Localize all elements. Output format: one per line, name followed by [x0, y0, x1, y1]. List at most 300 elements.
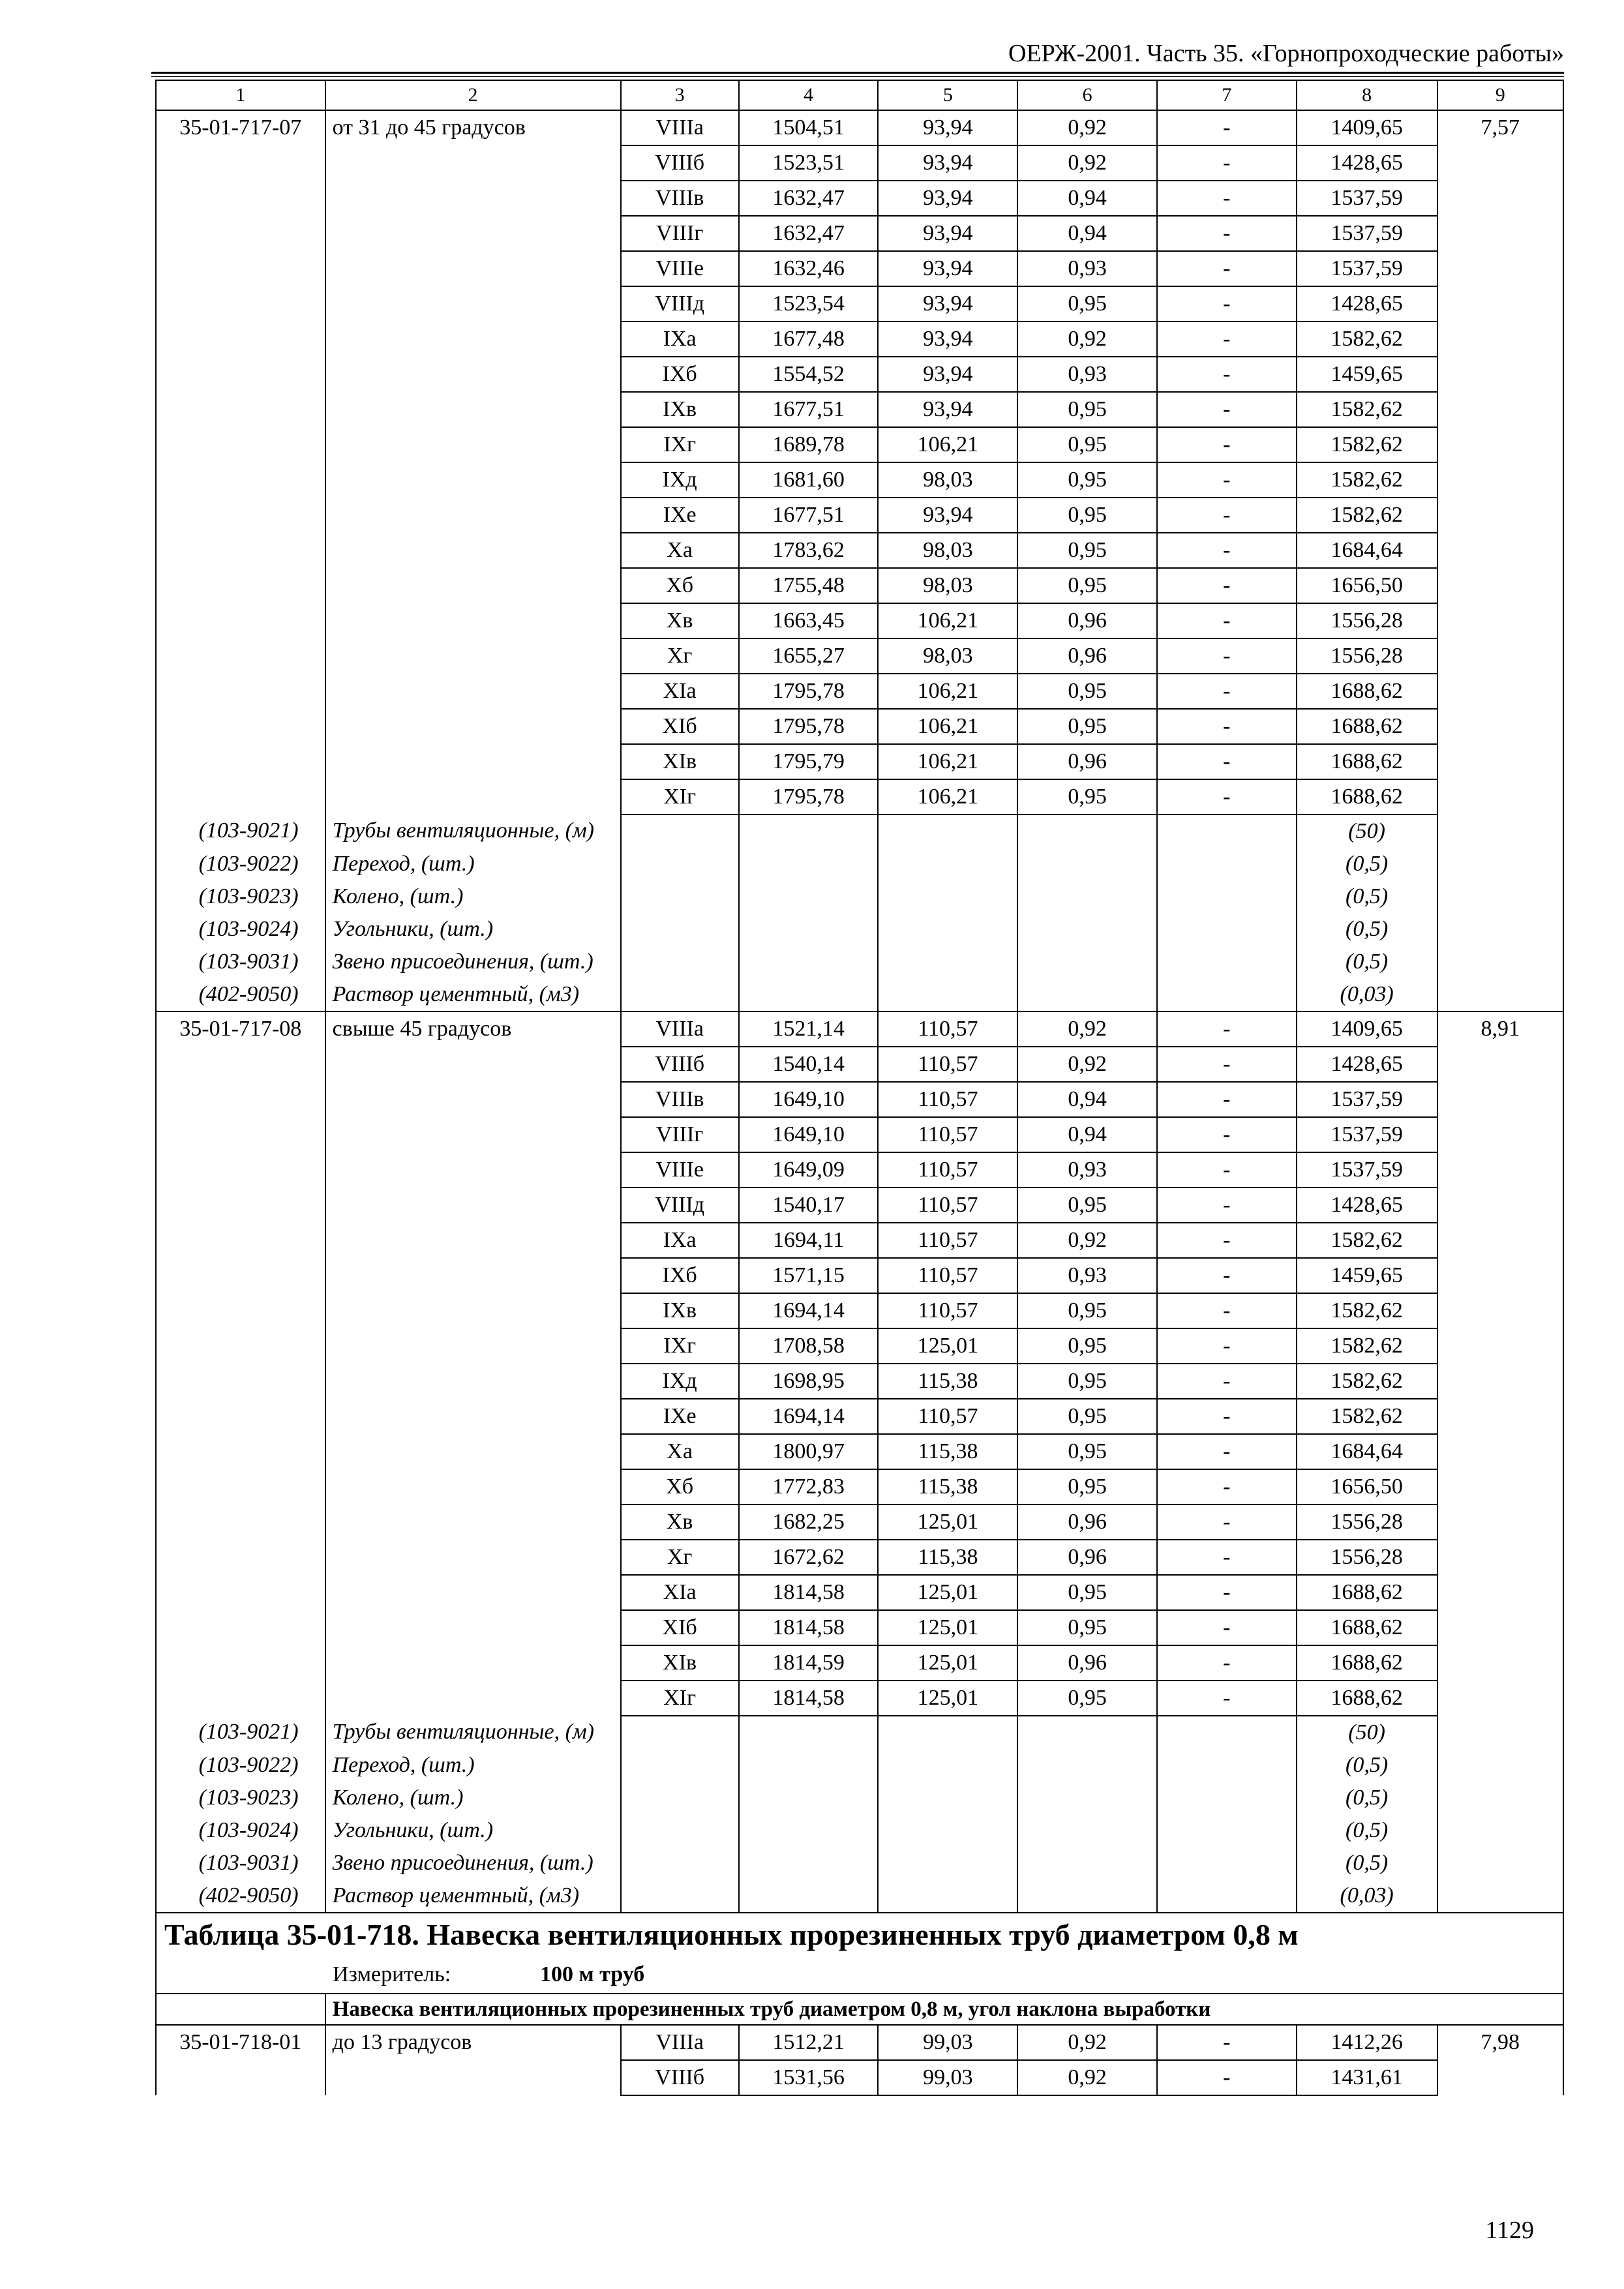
resource-code: (103-9024) [156, 913, 325, 946]
col-8-cell: 1688,62 [1297, 1645, 1437, 1681]
category-cell: IXа [621, 1223, 739, 1258]
empty-cell [1157, 1879, 1297, 1913]
col-7-cell: - [1157, 1575, 1297, 1610]
col-4-cell: 1632,47 [739, 216, 879, 251]
empty-cell [1157, 1749, 1297, 1782]
empty-cell [878, 1749, 1017, 1782]
col-4-cell: 1663,45 [739, 603, 879, 638]
col-5-cell: 93,94 [878, 251, 1017, 286]
resource-row [156, 913, 1563, 946]
col-6-cell: 0,96 [1017, 1645, 1157, 1681]
category-cell: IXе [621, 1399, 739, 1434]
empty-cell [1017, 1879, 1157, 1913]
empty-cell [739, 815, 879, 848]
col-6-cell: 0,93 [1017, 357, 1157, 392]
col-5-cell: 93,94 [878, 181, 1017, 216]
resource-code: (402-9050) [156, 1879, 325, 1913]
category-cell: Xв [621, 603, 739, 638]
col-4-cell: 1677,48 [739, 322, 879, 357]
col-6-cell: 0,93 [1017, 1258, 1157, 1293]
empty-cell [1157, 880, 1297, 913]
col-6-cell: 0,94 [1017, 1117, 1157, 1152]
col-8-cell: 1582,62 [1297, 427, 1437, 462]
col-5-cell: 99,03 [878, 2060, 1017, 2095]
col-6-cell: 0,95 [1017, 462, 1157, 498]
empty-cell [621, 880, 739, 913]
col-4-cell: 1531,56 [739, 2060, 879, 2095]
empty-cell [621, 1749, 739, 1782]
col-4-cell: 1814,58 [739, 1610, 879, 1645]
col-5-cell: 106,21 [878, 779, 1017, 815]
col-4-cell: 1540,17 [739, 1188, 879, 1223]
col-5-cell: 110,57 [878, 1152, 1017, 1188]
resource-name: Трубы вентиляционные, (м) [325, 1716, 621, 1749]
category-cell: XIг [621, 1681, 739, 1716]
resource-row [156, 1879, 1563, 1913]
category-cell: VIIIа [621, 1011, 739, 1047]
col-7-cell: - [1157, 427, 1297, 462]
description-row [156, 1994, 1563, 2025]
col-8-cell: 1537,59 [1297, 1117, 1437, 1152]
col-8-cell: 1688,62 [1297, 1610, 1437, 1645]
empty-cell [621, 815, 739, 848]
col-5-cell: 110,57 [878, 1223, 1017, 1258]
empty-cell [878, 1879, 1017, 1913]
col-6-cell: 0,95 [1017, 1188, 1157, 1223]
col-6-cell: 0,96 [1017, 1504, 1157, 1540]
col-8-cell: 1412,26 [1297, 2025, 1437, 2060]
col-8-cell: 1688,62 [1297, 1681, 1437, 1716]
empty-cell [739, 946, 879, 978]
empty-cell [1017, 1814, 1157, 1847]
category-cell: Xг [621, 638, 739, 674]
col-8-cell: 1428,65 [1297, 145, 1437, 181]
col-7-cell: - [1157, 1364, 1297, 1399]
category-cell: VIIIд [621, 1188, 739, 1223]
col-6-cell: 0,95 [1017, 1681, 1157, 1716]
col-4-cell: 1708,58 [739, 1328, 879, 1364]
page-header-title: ОЕРЖ-2001. Часть 35. «Горнопроходческие работы» [1008, 40, 1564, 67]
col-4-cell: 1689,78 [739, 427, 879, 462]
empty-cell [739, 848, 879, 880]
col-6-cell: 0,93 [1017, 1152, 1157, 1188]
col-6-cell: 0,96 [1017, 1540, 1157, 1575]
empty-cell [878, 913, 1017, 946]
col-4-cell: 1632,46 [739, 251, 879, 286]
resource-name: Угольники, (шт.) [325, 913, 621, 946]
col-6-cell: 0,95 [1017, 1469, 1157, 1504]
category-cell: Xа [621, 533, 739, 568]
table-description: Навеска вентиляционных прорезиненных труб диаметром 0,8 м, угол наклона выработки [325, 1994, 1563, 2025]
col-4-cell: 1649,10 [739, 1082, 879, 1117]
category-cell: VIIIг [621, 216, 739, 251]
resource-quantity: (0,5) [1297, 946, 1437, 978]
col-6-cell: 0,94 [1017, 216, 1157, 251]
col-5-cell: 93,94 [878, 286, 1017, 322]
col-7-cell: - [1157, 1188, 1297, 1223]
resource-quantity: (0,03) [1297, 1879, 1437, 1913]
resource-quantity: (0,5) [1297, 913, 1437, 946]
empty-cell [739, 1782, 879, 1814]
resource-name: Переход, (шт.) [325, 848, 621, 880]
col-4-cell: 1512,21 [739, 2025, 879, 2060]
col-4-cell: 1814,58 [739, 1575, 879, 1610]
col-4-cell: 1783,62 [739, 533, 879, 568]
col-4-cell: 1814,58 [739, 1681, 879, 1716]
col-6-cell: 0,95 [1017, 286, 1157, 322]
resource-name: Раствор цементный, (м3) [325, 978, 621, 1011]
category-cell: IXб [621, 1258, 739, 1293]
column-number: 3 [621, 80, 739, 110]
header-rule-thin [151, 76, 1564, 77]
empty-cell [1157, 946, 1297, 978]
description-spacer [156, 1994, 325, 2025]
col-6-cell: 0,94 [1017, 1082, 1157, 1117]
col-7-cell: - [1157, 709, 1297, 744]
col-7-cell: - [1157, 2025, 1297, 2060]
empty-cell [878, 946, 1017, 978]
col-6-cell: 0,95 [1017, 1399, 1157, 1434]
category-cell: IXв [621, 1293, 739, 1328]
col-7-cell: - [1157, 1540, 1297, 1575]
col-5-cell: 98,03 [878, 638, 1017, 674]
col-6-cell: 0,94 [1017, 181, 1157, 216]
col-7-cell: - [1157, 1469, 1297, 1504]
resource-quantity: (50) [1297, 815, 1437, 848]
resource-quantity: (0,5) [1297, 1847, 1437, 1879]
col-4-cell: 1694,14 [739, 1293, 879, 1328]
measure-cell [156, 1956, 1563, 1994]
resource-name: Раствор цементный, (м3) [325, 1879, 621, 1913]
col-7-cell: - [1157, 251, 1297, 286]
col-9-cell: 7,57 [1437, 110, 1563, 1011]
col-4-cell: 1682,25 [739, 1504, 879, 1540]
resource-quantity: (0,03) [1297, 978, 1437, 1011]
col-5-cell: 93,94 [878, 392, 1017, 427]
category-cell: IXг [621, 427, 739, 462]
empty-cell [1017, 848, 1157, 880]
resource-row [156, 1847, 1563, 1879]
resource-quantity: (0,5) [1297, 848, 1437, 880]
col-8-cell: 1409,65 [1297, 1011, 1437, 1047]
col-8-cell: 1582,62 [1297, 1399, 1437, 1434]
col-6-cell: 0,95 [1017, 709, 1157, 744]
col-4-cell: 1694,14 [739, 1399, 879, 1434]
col-4-cell: 1649,09 [739, 1152, 879, 1188]
empty-cell [878, 978, 1017, 1011]
empty-cell [621, 1716, 739, 1749]
col-6-cell: 0,92 [1017, 1011, 1157, 1047]
empty-cell [739, 978, 879, 1011]
col-7-cell: - [1157, 216, 1297, 251]
col-7-cell: - [1157, 462, 1297, 498]
col-4-cell: 1694,11 [739, 1223, 879, 1258]
empty-cell [1017, 1749, 1157, 1782]
col-8-cell: 1684,64 [1297, 533, 1437, 568]
col-8-cell: 1582,62 [1297, 322, 1437, 357]
col-8-cell: 1656,50 [1297, 568, 1437, 603]
empty-cell [1157, 1782, 1297, 1814]
empty-cell [1017, 946, 1157, 978]
empty-cell [621, 848, 739, 880]
col-5-cell: 125,01 [878, 1610, 1017, 1645]
category-cell: XIб [621, 1610, 739, 1645]
measure-value: 100 м труб [540, 1962, 645, 1986]
col-7-cell: - [1157, 638, 1297, 674]
category-cell: IXд [621, 462, 739, 498]
category-cell: VIIIе [621, 251, 739, 286]
empty-cell [1017, 1716, 1157, 1749]
empty-cell [878, 1847, 1017, 1879]
empty-cell [878, 1814, 1017, 1847]
col-8-cell: 1656,50 [1297, 1469, 1437, 1504]
resource-row [156, 848, 1563, 880]
col-4-cell: 1795,79 [739, 744, 879, 779]
col-6-cell: 0,95 [1017, 674, 1157, 709]
col-7-cell: - [1157, 1223, 1297, 1258]
empty-cell [739, 1814, 879, 1847]
resource-quantity: (0,5) [1297, 1782, 1437, 1814]
col-8-cell: 1582,62 [1297, 1328, 1437, 1364]
empty-cell [621, 1847, 739, 1879]
col-8-cell: 1537,59 [1297, 181, 1437, 216]
category-cell: IXд [621, 1364, 739, 1399]
col-4-cell: 1649,10 [739, 1117, 879, 1152]
col-8-cell: 1537,59 [1297, 1152, 1437, 1188]
col-6-cell: 0,95 [1017, 392, 1157, 427]
col-6-cell: 0,93 [1017, 251, 1157, 286]
measure-row [156, 1956, 1563, 1994]
resource-code: (103-9031) [156, 946, 325, 978]
col-7-cell: - [1157, 568, 1297, 603]
category-cell: VIIIе [621, 1152, 739, 1188]
category-cell: IXе [621, 498, 739, 533]
col-7-cell: - [1157, 603, 1297, 638]
category-cell: XIг [621, 779, 739, 815]
empty-cell [739, 913, 879, 946]
col-6-cell: 0,95 [1017, 1610, 1157, 1645]
empty-cell [878, 880, 1017, 913]
col-6-cell: 0,95 [1017, 1575, 1157, 1610]
col-5-cell: 106,21 [878, 744, 1017, 779]
col-6-cell: 0,92 [1017, 2060, 1157, 2095]
col-5-cell: 125,01 [878, 1575, 1017, 1610]
column-number: 7 [1157, 80, 1297, 110]
col-5-cell: 110,57 [878, 1399, 1017, 1434]
resource-code: (103-9024) [156, 1814, 325, 1847]
col-4-cell: 1504,51 [739, 110, 879, 145]
col-6-cell: 0,92 [1017, 2025, 1157, 2060]
category-cell: VIIIг [621, 1117, 739, 1152]
col-5-cell: 125,01 [878, 1645, 1017, 1681]
resource-name: Колено, (шт.) [325, 880, 621, 913]
col-4-cell: 1677,51 [739, 498, 879, 533]
col-4-cell: 1698,95 [739, 1364, 879, 1399]
column-number: 2 [325, 80, 621, 110]
resource-name: Колено, (шт.) [325, 1782, 621, 1814]
empty-cell [1017, 913, 1157, 946]
col-5-cell: 110,57 [878, 1293, 1017, 1328]
column-number: 5 [878, 80, 1017, 110]
col-6-cell: 0,92 [1017, 1223, 1157, 1258]
empty-cell [621, 946, 739, 978]
header-rule [151, 72, 1564, 74]
col-7-cell: - [1157, 357, 1297, 392]
col-5-cell: 110,57 [878, 1082, 1017, 1117]
col-5-cell: 125,01 [878, 1328, 1017, 1364]
col-5-cell: 98,03 [878, 462, 1017, 498]
col-5-cell: 115,38 [878, 1364, 1017, 1399]
col-8-cell: 1582,62 [1297, 1293, 1437, 1328]
col-7-cell: - [1157, 1293, 1297, 1328]
col-6-cell: 0,92 [1017, 322, 1157, 357]
col-8-cell: 1688,62 [1297, 744, 1437, 779]
empty-cell [739, 880, 879, 913]
col-7-cell: - [1157, 779, 1297, 815]
col-8-cell: 1582,62 [1297, 1223, 1437, 1258]
table-title: Таблица 35-01-718. Навеска вентиляционных прорезиненных труб диаметром 0,8 м [156, 1913, 1563, 1956]
col-5-cell: 93,94 [878, 145, 1017, 181]
category-cell: IXа [621, 322, 739, 357]
col-5-cell: 110,57 [878, 1188, 1017, 1223]
category-cell: XIв [621, 744, 739, 779]
norm-name: от 31 до 45 градусов [325, 110, 621, 815]
col-5-cell: 115,38 [878, 1469, 1017, 1504]
col-5-cell: 106,21 [878, 427, 1017, 462]
col-9-cell: 7,98 [1437, 2025, 1563, 2095]
col-8-cell: 1428,65 [1297, 286, 1437, 322]
norm-code: 35-01-717-07 [156, 110, 325, 815]
column-number-row [156, 80, 1563, 110]
category-cell: VIIIв [621, 1082, 739, 1117]
col-5-cell: 110,57 [878, 1258, 1017, 1293]
col-8-cell: 1556,28 [1297, 638, 1437, 674]
col-8-cell: 1556,28 [1297, 603, 1437, 638]
resource-name: Звено присоединения, (шт.) [325, 1847, 621, 1879]
resource-row [156, 978, 1563, 1011]
category-cell: Xа [621, 1434, 739, 1469]
col-7-cell: - [1157, 1610, 1297, 1645]
col-7-cell: - [1157, 498, 1297, 533]
resource-code: (103-9022) [156, 1749, 325, 1782]
col-4-cell: 1681,60 [739, 462, 879, 498]
col-7-cell: - [1157, 392, 1297, 427]
col-6-cell: 0,92 [1017, 1047, 1157, 1082]
empty-cell [1017, 978, 1157, 1011]
page-number: 1129 [1485, 2217, 1534, 2244]
col-6-cell: 0,95 [1017, 1293, 1157, 1328]
resource-row [156, 815, 1563, 848]
col-4-cell: 1655,27 [739, 638, 879, 674]
col-6-cell: 0,92 [1017, 145, 1157, 181]
col-6-cell: 0,95 [1017, 1434, 1157, 1469]
norm-name: до 13 градусов [325, 2025, 621, 2095]
col-4-cell: 1800,97 [739, 1434, 879, 1469]
col-7-cell: - [1157, 110, 1297, 145]
col-6-cell: 0,95 [1017, 779, 1157, 815]
resource-code: (103-9023) [156, 1782, 325, 1814]
norms-table [155, 80, 1564, 2096]
resource-row [156, 1716, 1563, 1749]
col-8-cell: 1459,65 [1297, 357, 1437, 392]
norm-name: свыше 45 градусов [325, 1011, 621, 1716]
col-6-cell: 0,95 [1017, 568, 1157, 603]
col-4-cell: 1521,14 [739, 1011, 879, 1047]
empty-cell [621, 978, 739, 1011]
col-7-cell: - [1157, 744, 1297, 779]
col-5-cell: 125,01 [878, 1681, 1017, 1716]
resource-code: (103-9023) [156, 880, 325, 913]
col-5-cell: 93,94 [878, 498, 1017, 533]
category-cell: Xв [621, 1504, 739, 1540]
category-cell: XIб [621, 709, 739, 744]
empty-cell [621, 1814, 739, 1847]
empty-cell [878, 848, 1017, 880]
col-8-cell: 1688,62 [1297, 674, 1437, 709]
resource-quantity: (0,5) [1297, 1749, 1437, 1782]
col-4-cell: 1571,15 [739, 1258, 879, 1293]
col-6-cell: 0,96 [1017, 603, 1157, 638]
col-7-cell: - [1157, 2060, 1297, 2095]
col-5-cell: 125,01 [878, 1504, 1017, 1540]
empty-cell [1157, 1814, 1297, 1847]
norm-code: 35-01-718-01 [156, 2025, 325, 2095]
col-5-cell: 115,38 [878, 1540, 1017, 1575]
column-number: 1 [156, 80, 325, 110]
col-5-cell: 98,03 [878, 568, 1017, 603]
column-number: 6 [1017, 80, 1157, 110]
empty-cell [739, 1716, 879, 1749]
empty-cell [1157, 913, 1297, 946]
col-7-cell: - [1157, 1082, 1297, 1117]
resource-name: Переход, (шт.) [325, 1749, 621, 1782]
col-4-cell: 1772,83 [739, 1469, 879, 1504]
empty-cell [739, 1879, 879, 1913]
col-7-cell: - [1157, 145, 1297, 181]
col-7-cell: - [1157, 1328, 1297, 1364]
col-8-cell: 1688,62 [1297, 779, 1437, 815]
category-cell: XIа [621, 1575, 739, 1610]
norm-code: 35-01-717-08 [156, 1011, 325, 1716]
category-cell: VIIIд [621, 286, 739, 322]
category-cell: IXв [621, 392, 739, 427]
resource-row [156, 1782, 1563, 1814]
resource-code: (103-9021) [156, 815, 325, 848]
col-7-cell: - [1157, 1011, 1297, 1047]
col-7-cell: - [1157, 1258, 1297, 1293]
col-8-cell: 1688,62 [1297, 709, 1437, 744]
col-7-cell: - [1157, 1645, 1297, 1681]
col-8-cell: 1582,62 [1297, 498, 1437, 533]
resource-row [156, 946, 1563, 978]
col-4-cell: 1814,59 [739, 1645, 879, 1681]
category-cell: VIIIв [621, 181, 739, 216]
col-4-cell: 1755,48 [739, 568, 879, 603]
resource-name: Звено присоединения, (шт.) [325, 946, 621, 978]
col-7-cell: - [1157, 322, 1297, 357]
empty-cell [1017, 815, 1157, 848]
col-8-cell: 1428,65 [1297, 1047, 1437, 1082]
category-cell: VIIIа [621, 110, 739, 145]
column-number: 8 [1297, 80, 1437, 110]
empty-cell [739, 1847, 879, 1879]
col-8-cell: 1459,65 [1297, 1258, 1437, 1293]
category-cell: VIIIб [621, 2060, 739, 2095]
col-6-cell: 0,96 [1017, 638, 1157, 674]
col-5-cell: 106,21 [878, 674, 1017, 709]
empty-cell [1157, 848, 1297, 880]
col-7-cell: - [1157, 1117, 1297, 1152]
